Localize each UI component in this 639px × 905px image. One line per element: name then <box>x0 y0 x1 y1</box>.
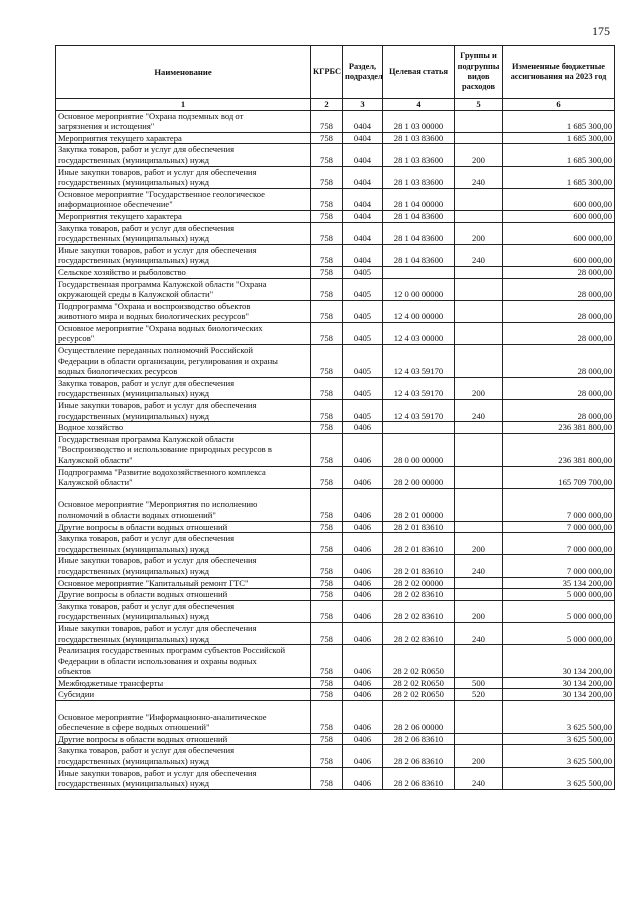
row-name: Государственная программа Калужской области "Воспроизводство и использование природных ресурсов в Калужской области" <box>56 433 311 466</box>
row-section: 0404 <box>343 166 383 188</box>
row-amount: 1 685 300,00 <box>503 166 615 188</box>
row-section: 0404 <box>343 244 383 266</box>
row-amount: 3 625 500,00 <box>503 733 615 745</box>
table-row <box>56 745 615 767</box>
row-amount: 236 381 800,00 <box>503 422 615 434</box>
header-target: Целевая статья <box>383 46 455 99</box>
row-group <box>455 422 503 434</box>
row-amount: 28 000,00 <box>503 322 615 344</box>
row-name: Мероприятия текущего характера <box>56 132 311 144</box>
row-target: 28 2 06 00000 <box>383 701 455 734</box>
row-amount: 30 134 200,00 <box>503 689 615 701</box>
table-row <box>56 645 615 678</box>
row-amount: 236 381 800,00 <box>503 433 615 466</box>
row-section: 0406 <box>343 533 383 555</box>
row-amount: 28 000,00 <box>503 400 615 422</box>
row-name: Иные закупки товаров, работ и услуг для обеспечения государственных (муниципальных) нужд <box>56 244 311 266</box>
row-amount: 28 000,00 <box>503 266 615 278</box>
row-target: 28 2 02 R0650 <box>383 645 455 678</box>
row-name: Другие вопросы в области водных отношений <box>56 733 311 745</box>
table-row <box>56 433 615 466</box>
row-group <box>455 266 503 278</box>
row-group: 240 <box>455 622 503 644</box>
row-kgrbs: 758 <box>311 244 343 266</box>
table-row <box>56 701 615 734</box>
row-target: 28 2 01 83610 <box>383 521 455 533</box>
row-section: 0406 <box>343 645 383 678</box>
row-kgrbs: 758 <box>311 488 343 521</box>
table-row <box>56 488 615 521</box>
row-group <box>455 589 503 601</box>
row-kgrbs: 758 <box>311 589 343 601</box>
row-section: 0406 <box>343 689 383 701</box>
row-name: Иные закупки товаров, работ и услуг для обеспечения государственных (муниципальных) нужд <box>56 767 311 789</box>
row-name: Осуществление переданных полномочий Российской Федерации в области организации, регулирования и охраны водных биологических ресурсов <box>56 345 311 378</box>
row-section: 0404 <box>343 144 383 166</box>
header-section: Раздел, подраздел <box>343 46 383 99</box>
table-row <box>56 188 615 210</box>
row-amount: 5 000 000,00 <box>503 589 615 601</box>
row-kgrbs: 758 <box>311 466 343 488</box>
table-body <box>56 110 615 789</box>
row-name: Сельское хозяйство и рыболовство <box>56 266 311 278</box>
row-amount: 1 685 300,00 <box>503 110 615 132</box>
row-amount: 30 134 200,00 <box>503 677 615 689</box>
row-kgrbs: 758 <box>311 210 343 222</box>
row-group: 240 <box>455 244 503 266</box>
row-name: Иные закупки товаров, работ и услуг для обеспечения государственных (муниципальных) нужд <box>56 622 311 644</box>
table-row <box>56 322 615 344</box>
row-section: 0406 <box>343 577 383 589</box>
row-amount: 7 000 000,00 <box>503 533 615 555</box>
table-row <box>56 210 615 222</box>
row-section: 0406 <box>343 677 383 689</box>
column-number: 1 <box>56 99 311 111</box>
row-amount: 3 625 500,00 <box>503 701 615 734</box>
row-amount: 600 000,00 <box>503 222 615 244</box>
row-name: Реализация государственных программ субъектов Российской Федерации в области использования и охраны водных объектов <box>56 645 311 678</box>
row-name: Закупка товаров, работ и услуг для обеспечения государственных (муниципальных) нужд <box>56 222 311 244</box>
header-groups: Группы и подгруппы видов расходов <box>455 46 503 99</box>
row-section: 0406 <box>343 733 383 745</box>
row-amount: 7 000 000,00 <box>503 488 615 521</box>
row-name: Другие вопросы в области водных отношений <box>56 589 311 601</box>
row-group <box>455 701 503 734</box>
row-group <box>455 645 503 678</box>
row-group <box>455 300 503 322</box>
row-name: Основное мероприятие "Государственное геологическое информационное обеспечение" <box>56 188 311 210</box>
row-section: 0404 <box>343 188 383 210</box>
row-target <box>383 422 455 434</box>
row-group: 200 <box>455 533 503 555</box>
column-number: 2 <box>311 99 343 111</box>
row-kgrbs: 758 <box>311 533 343 555</box>
row-kgrbs: 758 <box>311 188 343 210</box>
row-section: 0405 <box>343 400 383 422</box>
row-target: 12 0 00 00000 <box>383 278 455 300</box>
row-section: 0404 <box>343 110 383 132</box>
row-amount: 3 625 500,00 <box>503 745 615 767</box>
row-name: Закупка товаров, работ и услуг для обеспечения государственных (муниципальных) нужд <box>56 600 311 622</box>
row-group: 240 <box>455 166 503 188</box>
column-number: 3 <box>343 99 383 111</box>
row-kgrbs: 758 <box>311 433 343 466</box>
row-amount: 28 000,00 <box>503 278 615 300</box>
row-group: 500 <box>455 677 503 689</box>
row-section: 0406 <box>343 622 383 644</box>
row-group <box>455 433 503 466</box>
row-amount: 35 134 200,00 <box>503 577 615 589</box>
row-target: 28 1 03 00000 <box>383 110 455 132</box>
row-group: 200 <box>455 745 503 767</box>
row-group: 240 <box>455 400 503 422</box>
row-target: 28 2 01 83610 <box>383 555 455 577</box>
row-target: 28 2 01 83610 <box>383 533 455 555</box>
row-kgrbs: 758 <box>311 110 343 132</box>
row-target: 28 2 02 R0650 <box>383 689 455 701</box>
table-row <box>56 577 615 589</box>
row-group <box>455 322 503 344</box>
row-kgrbs: 758 <box>311 377 343 399</box>
row-name: Основное мероприятие "Охрана подземных вод от загрязнения и истощения" <box>56 110 311 132</box>
row-target: 28 2 02 00000 <box>383 577 455 589</box>
row-name: Иные закупки товаров, работ и услуг для обеспечения государственных (муниципальных) нужд <box>56 166 311 188</box>
row-name: Мероприятия текущего характера <box>56 210 311 222</box>
row-name: Закупка товаров, работ и услуг для обеспечения государственных (муниципальных) нужд <box>56 144 311 166</box>
row-group <box>455 577 503 589</box>
row-amount: 5 000 000,00 <box>503 622 615 644</box>
header-name: Наименование <box>56 46 311 99</box>
row-kgrbs: 758 <box>311 521 343 533</box>
table-row <box>56 600 615 622</box>
row-section: 0406 <box>343 555 383 577</box>
row-name: Водное хозяйство <box>56 422 311 434</box>
row-target: 12 4 03 59170 <box>383 345 455 378</box>
row-name: Подпрограмма "Охрана и воспроизводство объектов животного мира и водных биологических ресурсов" <box>56 300 311 322</box>
row-amount: 5 000 000,00 <box>503 600 615 622</box>
row-kgrbs: 758 <box>311 132 343 144</box>
row-section: 0404 <box>343 210 383 222</box>
row-name: Иные закупки товаров, работ и услуг для обеспечения государственных (муниципальных) нужд <box>56 555 311 577</box>
row-group: 240 <box>455 767 503 789</box>
table-row <box>56 767 615 789</box>
column-number: 6 <box>503 99 615 111</box>
row-group <box>455 132 503 144</box>
row-section: 0405 <box>343 377 383 399</box>
row-group: 200 <box>455 377 503 399</box>
row-kgrbs: 758 <box>311 600 343 622</box>
table-row <box>56 677 615 689</box>
row-target: 12 4 03 59170 <box>383 377 455 399</box>
row-section: 0405 <box>343 300 383 322</box>
row-target: 28 2 02 R0650 <box>383 677 455 689</box>
table-row <box>56 377 615 399</box>
row-name: Основное мероприятие "Информационно-аналитическое обеспечение в сфере водных отношений" <box>56 701 311 734</box>
row-amount: 165 709 700,00 <box>503 466 615 488</box>
row-kgrbs: 758 <box>311 555 343 577</box>
table-row <box>56 110 615 132</box>
row-target: 28 2 00 00000 <box>383 466 455 488</box>
row-amount: 600 000,00 <box>503 188 615 210</box>
row-group <box>455 110 503 132</box>
row-target: 28 2 02 83610 <box>383 622 455 644</box>
table-row <box>56 466 615 488</box>
row-target: 12 4 03 59170 <box>383 400 455 422</box>
row-kgrbs: 758 <box>311 745 343 767</box>
row-amount: 3 625 500,00 <box>503 767 615 789</box>
table-row <box>56 244 615 266</box>
page-number: 175 <box>592 24 610 38</box>
row-section: 0406 <box>343 701 383 734</box>
row-section: 0406 <box>343 521 383 533</box>
table-row <box>56 521 615 533</box>
row-amount: 600 000,00 <box>503 244 615 266</box>
row-name: Закупка товаров, работ и услуг для обеспечения государственных (муниципальных) нужд <box>56 377 311 399</box>
row-group <box>455 188 503 210</box>
row-amount: 600 000,00 <box>503 210 615 222</box>
row-section: 0406 <box>343 589 383 601</box>
row-target <box>383 266 455 278</box>
row-section: 0406 <box>343 422 383 434</box>
row-kgrbs: 758 <box>311 701 343 734</box>
table-row <box>56 733 615 745</box>
row-kgrbs: 758 <box>311 689 343 701</box>
row-name: Субсидии <box>56 689 311 701</box>
row-target: 12 4 00 00000 <box>383 300 455 322</box>
row-section: 0405 <box>343 345 383 378</box>
row-kgrbs: 758 <box>311 733 343 745</box>
table-row <box>56 622 615 644</box>
row-kgrbs: 758 <box>311 767 343 789</box>
row-group <box>455 488 503 521</box>
budget-table <box>55 45 615 790</box>
row-name: Основное мероприятие "Охрана водных биологических ресурсов" <box>56 322 311 344</box>
column-number: 4 <box>383 99 455 111</box>
row-target: 28 1 04 83600 <box>383 222 455 244</box>
table-row <box>56 132 615 144</box>
row-kgrbs: 758 <box>311 278 343 300</box>
row-target: 28 2 01 00000 <box>383 488 455 521</box>
row-group <box>455 345 503 378</box>
row-name: Основное мероприятие "Мероприятия по исполнению полномочий в области водных отношений" <box>56 488 311 521</box>
header-kgrbs: КГРБС <box>311 46 343 99</box>
row-group: 200 <box>455 144 503 166</box>
column-number: 5 <box>455 99 503 111</box>
row-group <box>455 210 503 222</box>
row-kgrbs: 758 <box>311 622 343 644</box>
row-amount: 7 000 000,00 <box>503 555 615 577</box>
table-row <box>56 266 615 278</box>
row-section: 0405 <box>343 266 383 278</box>
row-section: 0405 <box>343 278 383 300</box>
row-group <box>455 278 503 300</box>
row-kgrbs: 758 <box>311 266 343 278</box>
table-row <box>56 222 615 244</box>
table-row <box>56 555 615 577</box>
table-row <box>56 166 615 188</box>
row-group: 240 <box>455 555 503 577</box>
row-target: 28 2 06 83610 <box>383 745 455 767</box>
row-group: 200 <box>455 600 503 622</box>
row-amount: 1 685 300,00 <box>503 144 615 166</box>
row-group <box>455 521 503 533</box>
row-kgrbs: 758 <box>311 144 343 166</box>
row-section: 0406 <box>343 466 383 488</box>
row-section: 0404 <box>343 132 383 144</box>
row-target: 28 2 02 83610 <box>383 600 455 622</box>
table-row <box>56 589 615 601</box>
row-target: 28 2 06 83610 <box>383 767 455 789</box>
row-target: 28 1 04 00000 <box>383 188 455 210</box>
row-target: 28 1 04 83600 <box>383 244 455 266</box>
row-target: 28 0 00 00000 <box>383 433 455 466</box>
row-group: 520 <box>455 689 503 701</box>
row-target: 28 2 06 83610 <box>383 733 455 745</box>
row-target: 28 1 04 83600 <box>383 210 455 222</box>
row-amount: 28 000,00 <box>503 377 615 399</box>
row-name: Подпрограмма "Развитие водохозяйственного комплекса Калужской области" <box>56 466 311 488</box>
table-row <box>56 300 615 322</box>
row-section: 0404 <box>343 222 383 244</box>
row-kgrbs: 758 <box>311 322 343 344</box>
row-kgrbs: 758 <box>311 645 343 678</box>
row-section: 0406 <box>343 745 383 767</box>
row-amount: 1 685 300,00 <box>503 132 615 144</box>
row-section: 0405 <box>343 322 383 344</box>
table-row <box>56 278 615 300</box>
row-amount: 28 000,00 <box>503 300 615 322</box>
row-section: 0406 <box>343 600 383 622</box>
row-amount: 7 000 000,00 <box>503 521 615 533</box>
row-section: 0406 <box>343 433 383 466</box>
row-target: 12 4 03 00000 <box>383 322 455 344</box>
row-name: Основное мероприятие "Капитальный ремонт ГТС" <box>56 577 311 589</box>
header-amount: Измененные бюджетные ассигнования на 2023 год <box>503 46 615 99</box>
row-name: Иные закупки товаров, работ и услуг для обеспечения государственных (муниципальных) нужд <box>56 400 311 422</box>
row-name: Закупка товаров, работ и услуг для обеспечения государственных (муниципальных) нужд <box>56 533 311 555</box>
row-target: 28 1 03 83600 <box>383 144 455 166</box>
table-row <box>56 689 615 701</box>
row-amount: 30 134 200,00 <box>503 645 615 678</box>
row-target: 28 2 02 83610 <box>383 589 455 601</box>
row-kgrbs: 758 <box>311 300 343 322</box>
row-group <box>455 733 503 745</box>
row-name: Другие вопросы в области водных отношений <box>56 521 311 533</box>
table-row <box>56 422 615 434</box>
row-section: 0406 <box>343 488 383 521</box>
row-kgrbs: 758 <box>311 222 343 244</box>
row-group <box>455 466 503 488</box>
row-target: 28 1 03 83600 <box>383 166 455 188</box>
row-kgrbs: 758 <box>311 345 343 378</box>
table-row <box>56 533 615 555</box>
table-row <box>56 144 615 166</box>
table-row <box>56 345 615 378</box>
row-name: Государственная программа Калужской области "Охрана окружающей среды в Калужской области" <box>56 278 311 300</box>
row-kgrbs: 758 <box>311 577 343 589</box>
row-group: 200 <box>455 222 503 244</box>
row-kgrbs: 758 <box>311 677 343 689</box>
row-kgrbs: 758 <box>311 400 343 422</box>
row-name: Межбюджетные трансферты <box>56 677 311 689</box>
row-amount: 28 000,00 <box>503 345 615 378</box>
row-target: 28 1 03 83600 <box>383 132 455 144</box>
row-kgrbs: 758 <box>311 422 343 434</box>
row-kgrbs: 758 <box>311 166 343 188</box>
row-section: 0406 <box>343 767 383 789</box>
row-name: Закупка товаров, работ и услуг для обеспечения государственных (муниципальных) нужд <box>56 745 311 767</box>
table-row <box>56 400 615 422</box>
